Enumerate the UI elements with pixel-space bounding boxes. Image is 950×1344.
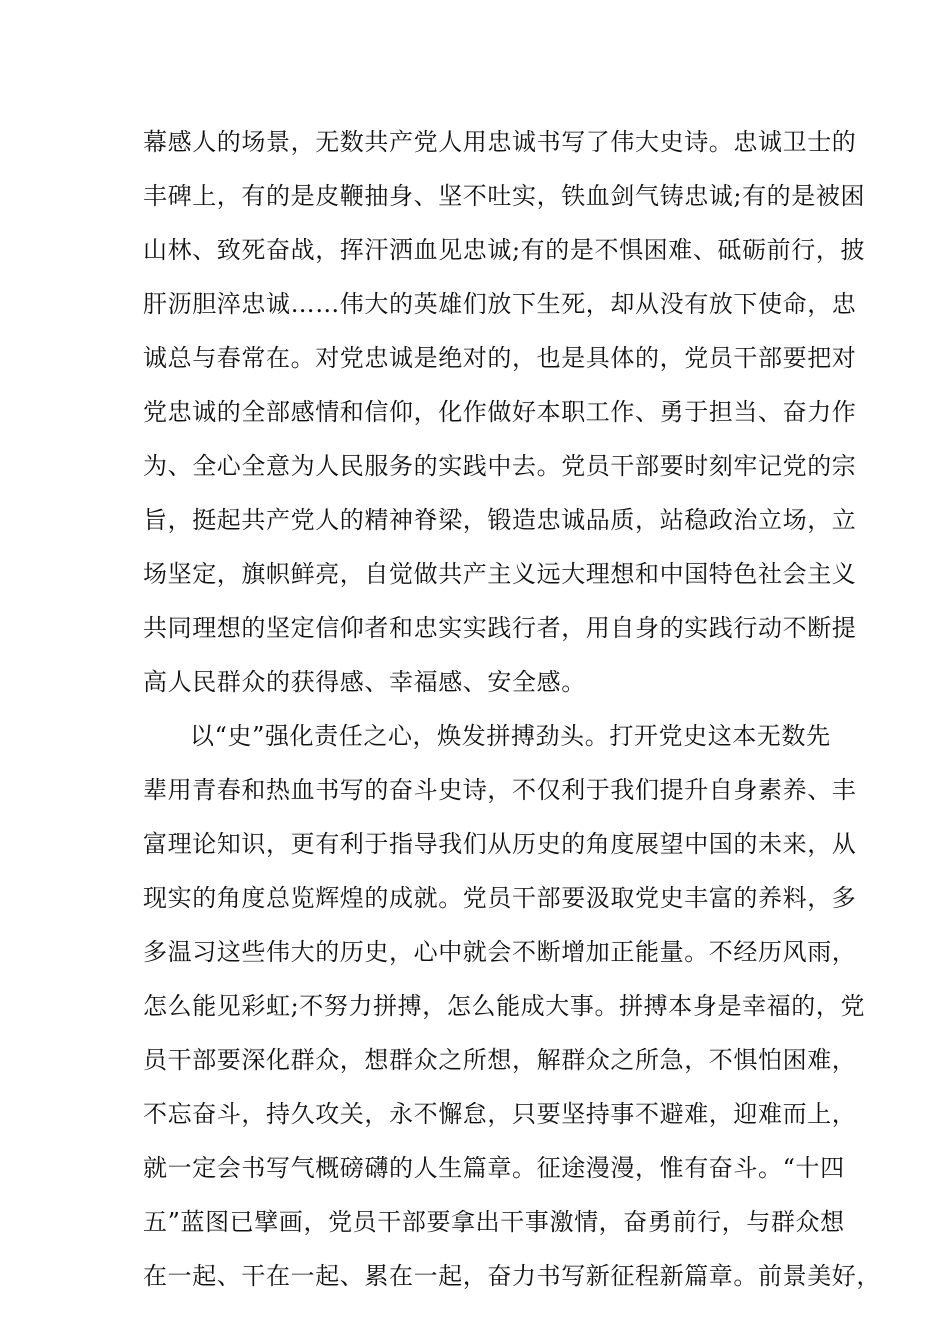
text-line: 山林、致死奋战，挥汗洒血见忠诚;有的是不惧困难、砥砺前行，披: [143, 236, 866, 264]
text-line: 在一起、干在一起、累在一起，奋力书写新征程新篇章。前景美好，: [143, 1262, 881, 1290]
text-line: 高人民群众的获得感、幸福感、安全感。: [143, 668, 586, 696]
text-line: 就一定会书写气概磅礴的人生篇章。征途漫漫，惟有奋斗。“十四: [143, 1154, 845, 1182]
text-line: 不忘奋斗，持久攻关，永不懈怠，只要坚持事不避难，迎难而上，: [143, 1100, 857, 1128]
text-line: 肝沥胆淬忠诚……伟大的英雄们放下生死，却从没有放下使命，忠: [143, 290, 857, 318]
text-line: 共同理想的坚定信仰者和忠实实践行者，用自身的实践行动不断提: [143, 614, 857, 642]
text-line: 现实的角度总览辉煌的成就。党员干部要汲取党史丰富的养料，多: [143, 884, 857, 912]
text-line: 多温习这些伟大的历史，心中就会不断增加正能量。不经历风雨，: [143, 938, 857, 966]
paragraph-first-line: 以“史”强化责任之心，焕发拼搏劲头。打开党史这本无数先: [190, 722, 831, 750]
text-line: 富理论知识，更有利于指导我们从历史的角度展望中国的未来，从: [143, 830, 857, 858]
text-line: 怎么能见彩虹;不努力拼搏，怎么能成大事。拼搏本身是幸福的，党: [143, 992, 866, 1020]
text-line: 辈用青春和热血书写的奋斗史诗，不仅利于我们提升自身素养、丰: [143, 776, 857, 804]
text-line: 丰碑上，有的是皮鞭抽身、坚不吐实，铁血剑气铸忠诚;有的是被困: [143, 182, 866, 210]
text-line: 员干部要深化群众，想群众之所想，解群众之所急，不惧怕困难，: [143, 1046, 857, 1074]
text-line: 旨，挺起共产党人的精神脊梁，锻造忠诚品质，站稳政治立场，立: [143, 506, 857, 534]
text-line: 诚总与春常在。对党忠诚是绝对的，也是具体的，党员干部要把对: [143, 344, 857, 372]
text-line: 幕感人的场景，无数共产党人用忠诚书写了伟大史诗。忠诚卫士的: [143, 128, 857, 156]
text-line: 党忠诚的全部感情和信仰，化作做好本职工作、勇于担当、奋力作: [143, 398, 857, 426]
text-line: 场坚定，旗帜鲜亮，自觉做共产主义远大理想和中国特色社会主义: [143, 560, 857, 588]
text-line: 为、全心全意为人民服务的实践中去。党员干部要时刻牢记党的宗: [143, 452, 857, 480]
text-line: 五”蓝图已擘画，党员干部要拿出干事激情，奋勇前行，与群众想: [143, 1208, 845, 1236]
